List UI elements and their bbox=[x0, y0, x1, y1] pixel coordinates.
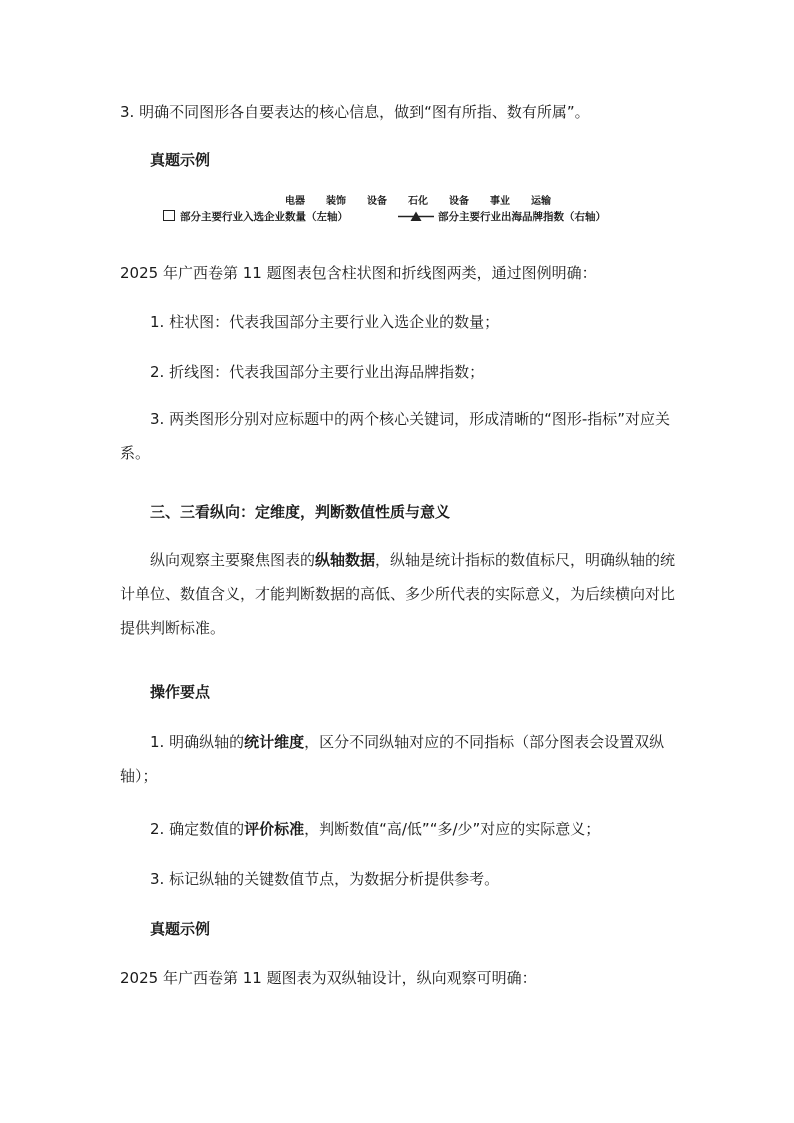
text: 纵向观察主要聚焦图表的 bbox=[150, 551, 316, 569]
legend-line-label: 部分主要行业出海品牌指数（右轴） bbox=[438, 211, 606, 223]
category-label: 设备 bbox=[449, 196, 469, 207]
category-label: 运输 bbox=[531, 196, 551, 207]
category-label: 石化 bbox=[408, 196, 428, 207]
text: 1. 明确纵轴的 bbox=[150, 733, 245, 751]
heading-operation-points: 操作要点 bbox=[150, 683, 211, 701]
text: ，区分不同纵轴对应的不同指标（部分图表会设置双纵轴）； bbox=[120, 733, 665, 785]
paragraph-2: 2025 年广西卷第 11 题图表包含柱状图和折线图两类，通过图例明确： bbox=[120, 264, 597, 282]
text: 2. 确定数值的 bbox=[150, 820, 245, 838]
emphasis: 纵轴数据 bbox=[315, 551, 376, 569]
paragraph-9: 3. 标记纵轴的关键数值节点，为数据分析提供参考。 bbox=[150, 870, 500, 888]
heading-example-2: 真题示例 bbox=[150, 920, 211, 938]
heading-example-1: 真题示例 bbox=[150, 151, 211, 169]
category-labels bbox=[285, 192, 572, 207]
category-label: 装饰 bbox=[326, 196, 346, 207]
category-label: 设备 bbox=[367, 196, 387, 207]
text: ，判断数值“高/低”“多/少”对应的实际意义； bbox=[304, 820, 601, 838]
paragraph-6 bbox=[120, 543, 676, 645]
paragraph-8 bbox=[120, 812, 676, 846]
paragraph-3: 1. 柱状图：代表我国部分主要行业入选企业的数量； bbox=[150, 313, 500, 331]
legend-line bbox=[398, 209, 606, 224]
category-label: 事业 bbox=[490, 196, 510, 207]
category-label: 电器 bbox=[285, 196, 305, 207]
section-heading-3: 三、三看纵向：定维度，判断数值性质与意义 bbox=[150, 503, 451, 521]
legend-bar-label: 部分主要行业入选企业数量（左轴） bbox=[180, 211, 348, 223]
paragraph-4: 2. 折线图：代表我国部分主要行业出海品牌指数； bbox=[150, 363, 485, 381]
paragraph-1: 3. 明确不同图形各自要表达的核心信息，做到“图有所指、数有所属”。 bbox=[120, 103, 590, 121]
bar-legend-icon bbox=[163, 210, 175, 221]
chart-legend-snippet bbox=[155, 186, 650, 230]
paragraph-10: 2025 年广西卷第 11 题图表为双纵轴设计，纵向观察可明确： bbox=[120, 969, 537, 987]
legend-bar bbox=[163, 209, 348, 224]
paragraph-5: 3. 两类图形分别对应标题中的两个核心关键词，形成清晰的“图形-指标”对应关系。 bbox=[120, 410, 671, 462]
text: ，纵轴是统计指标的数值标尺，明确纵轴的统计单位、数值含义，才能判断数据的高低、多少所代表的实际意义，为后续横向对比提供判断标准。 bbox=[120, 551, 676, 637]
line-triangle-legend-icon bbox=[398, 211, 434, 221]
emphasis: 评价标准 bbox=[244, 820, 305, 838]
emphasis: 统计维度 bbox=[244, 733, 305, 751]
paragraph-7 bbox=[120, 725, 676, 793]
